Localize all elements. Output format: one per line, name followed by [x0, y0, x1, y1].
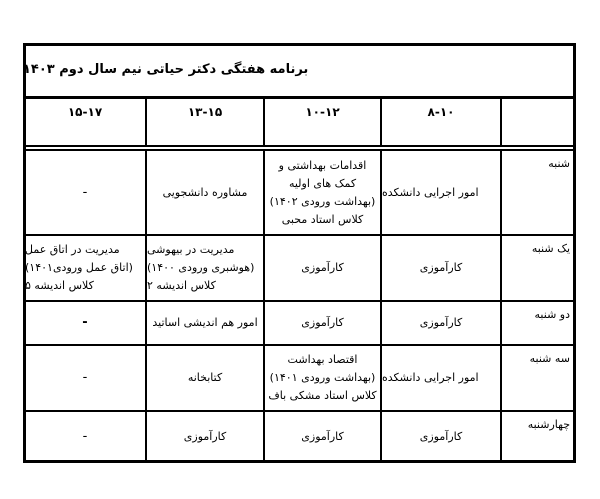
- cell-text: -: [82, 428, 88, 444]
- cell-text: کلاس استاد محبی: [281, 212, 364, 226]
- row-day-tuesday: سه شنبه: [500, 344, 576, 412]
- cell-mon-15-17: [23, 300, 147, 346]
- cell-text: کلاس اندیشه ۲: [147, 279, 216, 292]
- cell-text: -: [82, 315, 88, 330]
- cell-wed-13-15: [145, 410, 265, 463]
- row-day-saturday: شنبه: [500, 149, 576, 236]
- cell-tue-10-12: [263, 344, 382, 412]
- cell-text: اقدامات بهداشتی و: [278, 158, 367, 172]
- cell-text: کلاس استاد مشکی باف: [268, 389, 377, 402]
- cell-sat-10-12: [263, 149, 382, 236]
- cell-text: -: [82, 370, 88, 385]
- cell-text: کلاس اندیشه ۵: [25, 279, 94, 292]
- header-day: [500, 97, 576, 147]
- cell-text: مشاوره دانشجویی: [162, 185, 248, 199]
- cell-text: مدیریت در بیهوشی: [147, 243, 235, 256]
- header-13-15: ۱۳-۱۵: [145, 97, 265, 147]
- row-day-monday: دو شنبه: [500, 300, 576, 346]
- cell-text: کارآموزی: [301, 261, 344, 274]
- cell-sat-15-17: [23, 149, 147, 236]
- cell-text: کمک های اولیه: [288, 176, 357, 190]
- cell-tue-13-15: [145, 344, 265, 412]
- cell-text: کارآموزی: [183, 429, 227, 443]
- cell-text: (هوشبری ورودی ۱۴۰۰): [147, 261, 255, 274]
- cell-tue-15-17: [23, 344, 147, 412]
- cell-sun-10-12: [263, 234, 382, 302]
- cell-sat-13-15: [145, 149, 265, 236]
- cell-text: کارآموزی: [419, 429, 463, 443]
- cell-text: اقتصاد بهداشت: [287, 353, 358, 366]
- cell-sun-8-10: [380, 234, 502, 302]
- cell-text: کارآموزی: [419, 261, 463, 274]
- cell-sun-13-15: [145, 234, 265, 302]
- cell-text: امور اجرایی دانشکده: [382, 185, 479, 199]
- cell-mon-13-15: [145, 300, 265, 346]
- cell-text: (بهداشت ورودی ۱۴۰۱): [269, 371, 376, 384]
- cell-text: (بهداشت ورودی ۱۴۰۲): [269, 194, 376, 208]
- cell-tue-8-10: [380, 344, 502, 412]
- cell-text: کتابخانه: [187, 371, 223, 384]
- cell-text: امور اجرایی دانشکده: [382, 371, 479, 384]
- header-8-10: ۸-۱۰: [380, 97, 502, 147]
- cell-text: کارآموزی: [301, 316, 344, 329]
- header-15-17: ۱۵-۱۷: [23, 97, 147, 147]
- header-10-12: ۱۰-۱۲: [263, 97, 382, 147]
- row-day-sunday: یک شنبه: [500, 234, 576, 302]
- cell-text: امور هم اندیشی اساتید: [152, 316, 258, 329]
- cell-wed-15-17: [23, 410, 147, 463]
- cell-text: کارآموزی: [419, 316, 463, 329]
- cell-wed-8-10: [380, 410, 502, 463]
- cell-text: -: [82, 184, 88, 200]
- cell-text: (اتاق عمل ورودی۱۴۰۱): [25, 261, 133, 274]
- cell-sun-15-17: [23, 234, 147, 302]
- cell-sat-8-10: [380, 149, 502, 236]
- cell-text: مدیریت در اتاق عمل: [25, 243, 120, 256]
- cell-mon-8-10: [380, 300, 502, 346]
- cell-mon-10-12: [263, 300, 382, 346]
- row-day-wednesday: چهارشنبه: [500, 410, 576, 463]
- schedule-title: برنامه هفتگی دکتر حیاتی نیم سال دوم ۱۴۰۳: [23, 43, 576, 99]
- cell-text: کارآموزی: [301, 429, 344, 443]
- cell-wed-10-12: [263, 410, 382, 463]
